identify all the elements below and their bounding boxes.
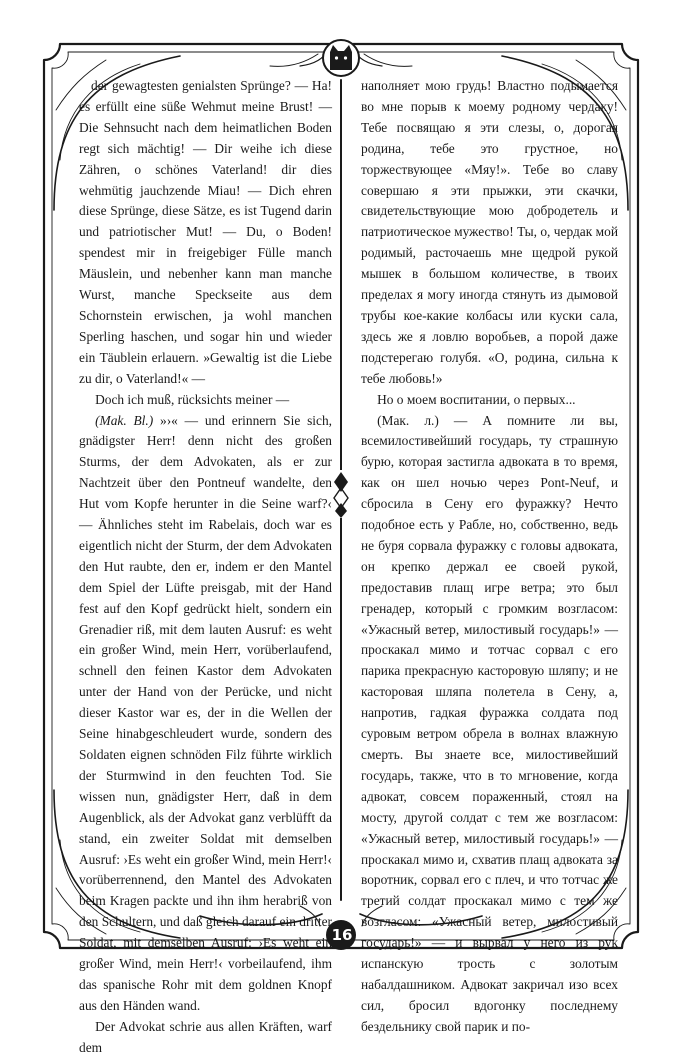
paragraph: Но о моем воспитании, о первых... [377, 391, 576, 407]
paragraph: Doch ich muß, rücksichts meiner — [95, 391, 290, 407]
paragraph [79, 411, 332, 1017]
russian-text-column [361, 76, 618, 1038]
ref-label: (Mak. Bl.) [95, 412, 154, 428]
paragraph-text: »›« — und erinnern Sie sich, gnädigster Herr! denn nicht des großen Sturms, der dem Advokaten, als er zur Nachtzeit über den Pontneuf wandelte, den Hut vom Kopfe herunter in die Seine warf?‹ — Ähnliches steht im Rabelais, doch war es eigentlich nicht der Sturm, der dem Advokaten den Hut raubte, den er, indem er den Mantel dem Spiel der Lüfte preisgab, mit der Hand fest auf den Kopf gedrückt hielt, sondern ein Grenadier riß, mit dem lauten Ausruf: es weht ein großer Wind, mein Herr, vorüberlaufend, schnell den feinen Kastor dem Advokaten unter der Hand von der Perücke, und nicht dieser Kastor war es, der in die Wellen der Seine hinabgeschleudert wurde, sondern des Soldaten eignen schnöden Filz führte wirklich der Sturmwind in den feuchten Tod. Sie wissen nun, gnädigster Herr, daß in dem Augenblick, als der Advokat ganz verblüfft da stand, ein zweiter Soldat mit demselben Ausruf: ›Es weht ein großer Wind, mein Herr!‹ vorüberrennend, den Mantel des Advokaten beim Kragen packte und ihn ihm herabriß von den Schultern, und daß gleich darauf ein dritter Soldat, mit demselben Ausruf: ›Es weht ein großer Wind, mein Herr!‹ vorbeilaufend, ihm das spanische Rohr mit dem goldnen Knopf aus den Händen wand. [79, 412, 333, 1013]
german-text-column [79, 76, 332, 1059]
paragraph: Der Advokat schrie aus allen Kräften, warf dem [79, 1018, 332, 1055]
paragraph: наполняет мою грудь! Властно подымается во мне порыв к моему родному чердаку! Тебе посвящаю я эти слезы, о, дорогая родина, тебе это грустное, но торжествующее «Мяу!». Тебе во славу совершаю я эти прыжки, эти скачки, свидетельствующие мою добродетель и патриотическое мужество! Ты, о, чердак мой родимый, расточаешь мне щедрой рукой мышек в большом количестве, в твоих пределах я могу иногда стянуть из дымовой трубы кое-какие колбасы или куски сала, здесь же я ловлю воробьев, а порой даже подстерегаю голубя. «О, родина, сильна к тебе любовь!» [361, 78, 618, 386]
paragraph: (Мак. л.) — А помните ли вы, всемилостивейший государь, ту страшную бурю, которая застигла адвоката в то время, как он шел ночью через Pont-Neuf, и сбросила в Сену его фуражку? Нечто подобное есть у Рабле, но, собственно, ведь не буря сорвала фуражку с головы адвоката, он крепко держал ее своей рукой, предоставив плащ игре ветра; это был гренадер, который с громким возгласом: «Ужасный ветер, милостивый государь!» — проскакал мимо и тотчас сорвал с его парика прекрасную касторовую шляпу; и не касторовая шляпа полетела в Сену, а, напротив, гадкая фуражка солдата под суровым ветром обрела в волнах влажную смерть. Вы знаете все, милостивейший государь, также, что в то мгновение, когда адвокат, совсем пораженный, стоял на мосту, другой солдат с тем же возгласом: «Ужасный ветер, милостивый государь!» — проскакал мимо и, схватив плащ адвоката за воротник, сорвал его с плеч, и что тотчас же третий солдат проскакал мимо с тем же возгласом: «Ужасный ветер, милостивый государь!» — и вырвал у него из рук испанскую трость с золотым набалдашником. Адвокат закричал изо всех сил, бросил вдогонку последнему бездельнику свой парик и по- [361, 412, 618, 1034]
paragraph: der gewagtesten genialsten Sprünge? — Ha! es erfüllt eine süße Wehmut meine Brust! — Die Sehnsucht nach dem heimatlichen Boden regt sich mächtig! — Dir weihe ich diese Zähren, o schönes Vaterland! dir dies wehmütig jauchzende Miau! — Dich ehren diese Sprünge, diese Sätze, es ist Tugend darin und patriotischer Mut! — Du, o Boden! spendest mir in freigebiger Fülle manch Mäuslein, und nebenher kann man manche Wurst, manche Speckseite aus dem Schornstein erwischen, ja wohl manchen Sperling haschen, und sogar hin und wieder ein Täublein erlauern. »Gewaltig ist die Liebe zu dir, o Vaterland!« — [79, 78, 332, 386]
diamond-ornament-icon [334, 470, 348, 518]
page-number: 16 [331, 926, 353, 944]
cat-head-icon [323, 40, 359, 76]
